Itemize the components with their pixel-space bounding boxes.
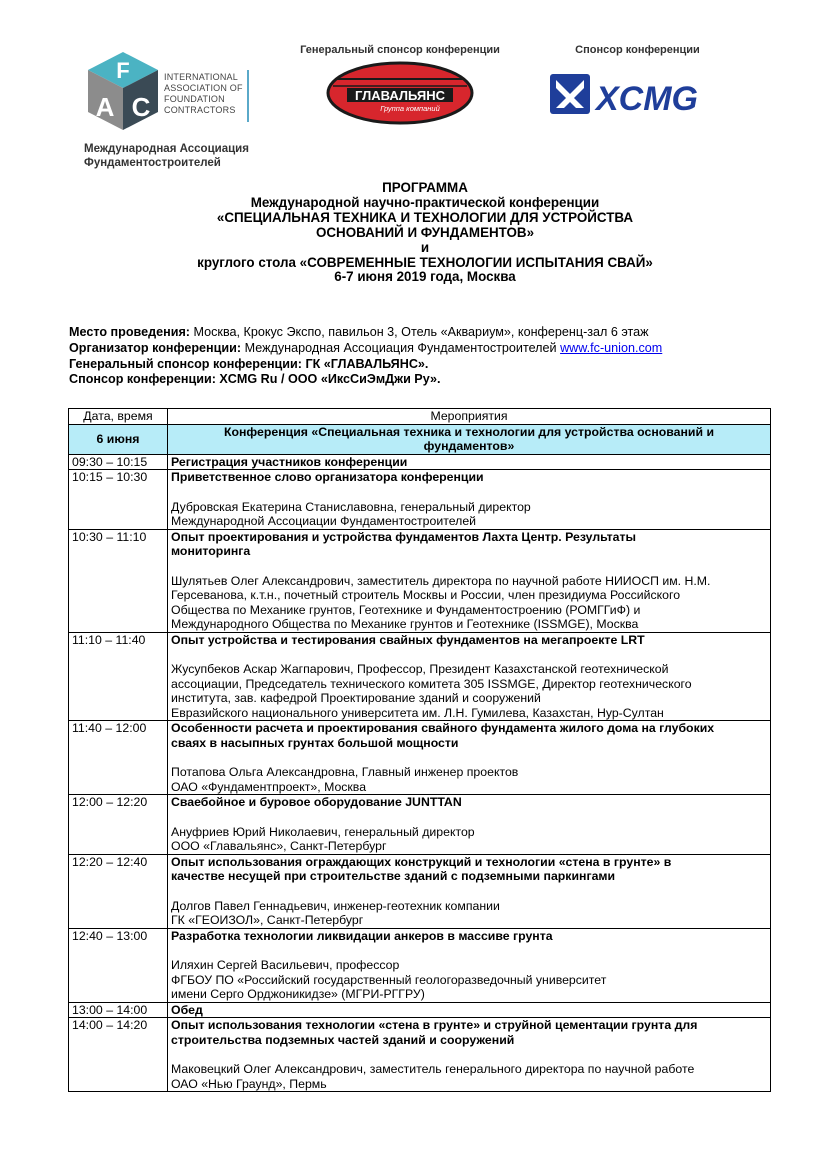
xcmg-logo-text: XCMG xyxy=(595,80,698,118)
conference-info xyxy=(69,325,662,388)
session-title-line: мониторинга xyxy=(171,544,251,558)
iafc-letter-f: F xyxy=(116,58,130,83)
iafc-letter-a: A xyxy=(95,92,115,122)
session-details xyxy=(168,928,771,1002)
title-line: ПРОГРАММА xyxy=(382,180,468,195)
organizer-label: Организатор конференции: xyxy=(69,340,242,355)
speaker-line: ассоциации, Председатель технического комитета 305 ISSMGE, Директор геотехнического xyxy=(171,676,692,691)
spacer xyxy=(171,485,767,500)
header-time: Дата, время xyxy=(69,409,168,425)
session-title-line: Сваебойное и буровое оборудование JUNTTAN xyxy=(171,795,462,809)
session-time: 10:30 – 11:10 xyxy=(69,529,168,632)
general-sponsor-line xyxy=(69,357,662,373)
glavalyans-logo-icon xyxy=(325,60,475,126)
spacer xyxy=(171,1047,767,1062)
session-title-line: качестве несущей при строительстве зданий с подземными паркингами xyxy=(171,869,616,883)
speaker-line: Международной Ассоциации Фундаментостроителей xyxy=(171,514,477,528)
title-line: круглого стола «СОВРЕМЕННЫЕ ТЕХНОЛОГИИ ИСПЫТАНИЯ СВАЙ» xyxy=(197,254,653,270)
iafc-cube-icon xyxy=(84,50,162,132)
organizer-line xyxy=(69,341,662,357)
general-sponsor xyxy=(300,44,500,131)
session-title-line: Приветственное слово организатора конференции xyxy=(171,470,484,484)
xcmg-logo-icon xyxy=(548,70,728,120)
speaker-line: Долгов Павел Геннадьевич, инженер-геотехник компании xyxy=(171,898,500,913)
table-row xyxy=(69,1018,771,1092)
spacer xyxy=(171,884,767,899)
session-time: 12:40 – 13:00 xyxy=(69,928,168,1002)
session-title-line: Особенности расчета и проектирования свайного фундамента жилого дома на глубоких xyxy=(171,721,715,735)
session-title-line: Обед xyxy=(171,1002,203,1017)
session-details xyxy=(168,529,771,632)
iafc-name-en-line: INTERNATIONAL xyxy=(164,72,238,82)
conference-sponsor xyxy=(545,44,730,125)
session-title-line: Опыт использования ограждающих конструкций и технологии «стена в грунте» в xyxy=(171,854,672,869)
session-time: 12:20 – 12:40 xyxy=(69,854,168,928)
session-time: 09:30 – 10:15 xyxy=(69,454,168,470)
program-title xyxy=(60,181,790,285)
session-title-line: Регистрация участников конференции xyxy=(171,454,408,469)
title-line: 6-7 июня 2019 года, Москва xyxy=(334,269,516,285)
speaker-line: Евразийского национального университета им. Л.Н. Гумилева, Казахстан, Нур-Султан xyxy=(171,705,664,720)
table-header-row xyxy=(69,409,771,425)
speaker-line: Ануфриев Юрий Николаевич, генеральный директор xyxy=(171,824,475,839)
conference-sponsor-caption: Спонсор конференции xyxy=(575,44,700,56)
iafc-name-ru-line: Международная Ассоциация xyxy=(84,143,249,155)
speaker-line: Герсеванова, к.т.н., почетный строитель Москвы и России, член президиума Российского xyxy=(171,588,681,602)
day-date: 6 июня xyxy=(69,424,168,454)
session-title-line: сваях в насыпных грунтах большой мощности xyxy=(171,735,459,750)
header-events: Мероприятия xyxy=(168,409,771,425)
session-title-line: Опыт проектирования и устройства фундаментов Лахта Центр. Результаты xyxy=(171,529,637,544)
organizer-link[interactable]: www.fc-union.com xyxy=(560,340,663,355)
session-time: 13:00 – 14:00 xyxy=(69,1002,168,1018)
table-row xyxy=(69,529,771,632)
speaker-line: ОАО «Нью Граунд», Пермь xyxy=(171,1076,327,1091)
session-time: 14:00 – 14:20 xyxy=(69,1018,168,1092)
session-details xyxy=(168,1002,771,1018)
iafc-name-ru-line: Фундаментостроителей xyxy=(84,157,221,169)
day-title xyxy=(168,424,771,454)
day-title-line: Конференция «Специальная техника и технологии для устройства оснований и xyxy=(223,424,715,439)
session-details xyxy=(168,632,771,721)
iafc-name-en-line: ASSOCIATION OF xyxy=(164,83,243,93)
general-sponsor-text: Генеральный спонсор конференции: ГК «ГЛАВАЛЬЯНС». xyxy=(69,356,429,371)
title-line: «СПЕЦИАЛЬНАЯ ТЕХНИКА И ТЕХНОЛОГИИ ДЛЯ УСТРОЙСТВА xyxy=(216,209,634,225)
session-time: 10:15 – 10:30 xyxy=(69,470,168,530)
glavalyans-logo-subtext: Группа компаний xyxy=(380,104,440,113)
session-time: 11:10 – 11:40 xyxy=(69,632,168,721)
speaker-line: Маковецкий Олег Александрович, заместитель генерального директора по научной работе xyxy=(171,1062,695,1076)
spacer xyxy=(171,647,767,662)
title-line: и xyxy=(420,239,430,255)
session-title-line: Разработка технологии ликвидации анкеров в массиве грунта xyxy=(171,928,553,943)
session-details xyxy=(168,454,771,470)
speaker-line: Жусупбеков Аскар Жагпарович, Профессор, Президент Казахстанской геотехнической xyxy=(171,662,669,676)
table-row xyxy=(69,721,771,795)
organizer-value: Международная Ассоциация Фундаментостроителей xyxy=(241,340,561,355)
table-row xyxy=(69,454,771,470)
program-table xyxy=(68,408,771,1092)
table-row xyxy=(69,1002,771,1018)
day-title-line: фундаментов» xyxy=(423,439,515,453)
general-sponsor-caption: Генеральный спонсор конференции xyxy=(300,44,500,56)
speaker-line: имени Серго Орджоникидзе» (МГРИ-РГГРУ) xyxy=(171,987,425,1001)
iafc-name-ru xyxy=(84,142,249,170)
iafc-letter-c: C xyxy=(131,92,151,122)
venue-value: Москва, Крокус Экспо, павильон 3, Отель «Аквариум», конференц-зал 6 этаж xyxy=(190,325,649,339)
speaker-line: Иляхин Сергей Васильевич, профессор xyxy=(171,958,400,972)
session-title-line: Опыт устройства и тестирования свайных фундаментов на мегапроекте LRT xyxy=(171,632,645,647)
sponsor-line xyxy=(69,372,662,388)
glavalyans-logo-text: ГЛАВАЛЬЯНС xyxy=(355,88,445,103)
day-row xyxy=(69,424,771,454)
title-line: ОСНОВАНИЙ И ФУНДАМЕНТОВ» xyxy=(315,224,535,240)
speaker-line: ООО «Главальянс», Санкт-Петербург xyxy=(171,839,387,853)
session-time: 11:40 – 12:00 xyxy=(69,721,168,795)
title-line: Международной научно-практической конференции xyxy=(250,194,600,210)
spacer xyxy=(171,750,767,765)
table-row xyxy=(69,854,771,928)
speaker-line: ОАО «Фундаментпроект», Москва xyxy=(171,779,367,794)
speaker-line: института, зав. кафедрой Проектирование зданий и сооружений xyxy=(171,691,541,705)
speaker-line: ФГБОУ ПО «Российский государственный геологоразведочный университет xyxy=(171,972,607,987)
speaker-line: Международного Общества по Механике грунтов и Геотехнике (ISSMGE), Москва xyxy=(171,617,639,631)
session-title-line: Опыт использования технологии «стена в грунте» и струйной цементации грунта для xyxy=(171,1018,698,1032)
table-row xyxy=(69,470,771,530)
spacer xyxy=(171,943,767,958)
session-details xyxy=(168,854,771,928)
speaker-line: Потапова Ольга Александровна, Главный инженер проектов xyxy=(171,765,519,779)
spacer xyxy=(171,810,767,825)
iafc-name-en-line: FOUNDATION xyxy=(164,94,225,104)
session-time: 12:00 – 12:20 xyxy=(69,795,168,855)
speaker-line: ГК «ГЕОИЗОЛ», Санкт-Петербург xyxy=(171,913,364,927)
session-details xyxy=(168,1018,771,1092)
sponsor-text: Спонсор конференции: XCMG Ru / ООО «ИксСиЭмДжи Ру». xyxy=(69,372,441,387)
spacer xyxy=(171,559,767,574)
venue-label: Место проведения: xyxy=(69,325,190,339)
session-details xyxy=(168,470,771,530)
speaker-line: Дубровская Екатерина Станиславовна, генеральный директор xyxy=(171,499,531,514)
table-row xyxy=(69,928,771,1002)
session-details xyxy=(168,795,771,855)
iafc-name-en xyxy=(164,72,243,116)
session-title-line: строительства подземных частей зданий и сооружений xyxy=(171,1032,515,1047)
speaker-line: Шулятьев Олег Александрович, заместитель директора по научной работе НИИОСП им. Н.М. xyxy=(171,573,711,588)
iafc-name-en-line: CONTRACTORS xyxy=(164,105,236,115)
table-row xyxy=(69,632,771,721)
table-row xyxy=(69,795,771,855)
session-details xyxy=(168,721,771,795)
venue-line xyxy=(69,325,662,341)
iafc-logo xyxy=(84,50,264,175)
iafc-divider xyxy=(247,70,249,122)
speaker-line: Общества по Механике грунтов, Геотехнике и Фундаментостроению (РОМГГиФ) и xyxy=(171,602,641,617)
